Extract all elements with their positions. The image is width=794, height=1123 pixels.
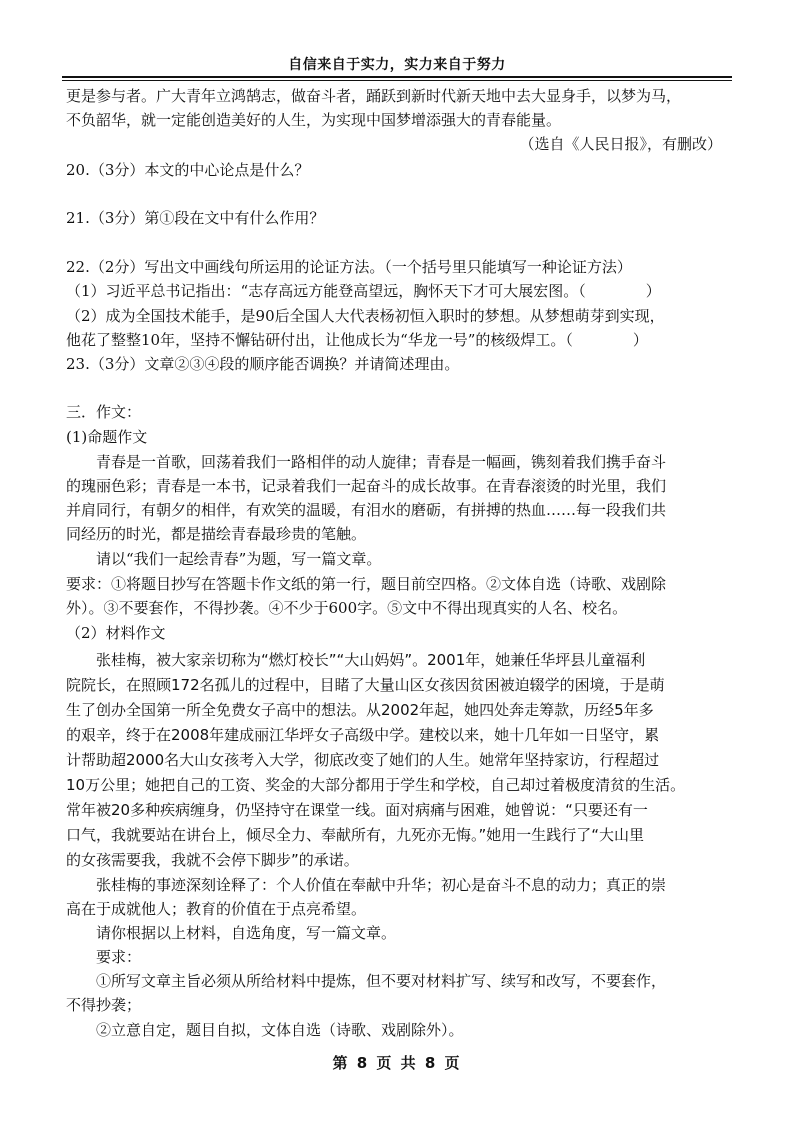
passage-line: 不负韶华，就一定能创造美好的人生，为实现中国梦增添强大的青春能量。 — [66, 111, 562, 129]
question-22-item-2-cont: 他花了整整10年，坚持不懈钻研付出，让他成长为“华龙一号”的核级焊工。（ ） — [66, 331, 648, 349]
part-2-prompt: 请你根据以上材料，自选角度，写一篇文章。 — [96, 924, 397, 942]
question-22-item-1: （1）习近平总书记指出：“志存高远方能登高望远，胸怀天下才可大展宏图。（ ） — [66, 282, 661, 300]
material-line: 10万公里；她把自己的工资、奖金的大部分都用于学生和学校，自己却过着极度清贫的生活。 — [66, 776, 686, 794]
part-1-requirement-line: 要求：①将题目抄写在答题卡作文纸的第一行，题目前空四格。②文体自选（诗歌、戏剧除 — [66, 575, 667, 593]
material-line: 的艰辛，终于在2008年建成丽江华坪女子高级中学。建校以来，她十几年如一日坚守，累 — [66, 726, 660, 744]
passage-line: 更是参与者。广大青年立鸿鹄志，做奋斗者，踊跃到新时代新天地中去大显身手，以梦为马， — [66, 87, 682, 105]
part-1-title: (1)命题作文 — [66, 428, 148, 446]
part-1-prompt: 请以“我们一起绘青春”为题，写一篇文章。 — [96, 550, 382, 568]
material-line: 张桂梅，被大家亲切称为“燃灯校长”“大山妈妈”。2001年，她兼任华坪县儿童福利 — [96, 651, 646, 669]
part-2-requirement-2: ②立意自定，题目自拟，文体自选（诗歌、戏剧除外）。 — [96, 1021, 464, 1039]
question-20: 20.（3分）本文的中心论点是什么？ — [66, 161, 310, 179]
part-2-requirement-1-cont: 不得抄袭； — [66, 996, 142, 1014]
material-summary-line: 张桂梅的事迹深刻诠释了：个人价值在奉献中升华；初心是奋斗不息的动力；真正的崇 — [96, 876, 667, 894]
header-rule-thick — [62, 76, 732, 78]
part-2-requirement-title: 要求： — [96, 948, 142, 966]
material-line: 常年被20多种疾病缠身，仍坚持守在课堂一线。面对病痛与困难，她曾说：“只要还有一 — [66, 801, 648, 819]
material-summary-line: 高在于成就他人；教育的价值在于点亮希望。 — [66, 900, 367, 918]
prompt-paragraph-line: 并肩同行，有朝夕的相伴，有欢笑的温暖，有泪水的磨砺，有拼搏的热血……每一段我们共 — [66, 501, 667, 519]
question-23: 23.（3分）文章②③④段的顺序能否调换？并请简述理由。 — [66, 355, 460, 373]
question-22-item-2: （2）成为全国技术能手，是90后全国人大代表杨初恒入职时的梦想。从梦想萌芽到实现， — [66, 307, 665, 325]
part-2-requirement-1: ①所写文章主旨必须从所给材料中提炼，但不要对材料扩写、续写和改写，不要套作， — [96, 972, 667, 990]
material-line: 计帮助超2000名大山女孩考入大学，彻底改变了她们的人生。她常年坚持家访，行程超过 — [66, 751, 660, 769]
prompt-paragraph-line: 青春是一首歌，回荡着我们一路相伴的动人旋律；青春是一幅画，镌刻着我们携手奋斗 — [96, 453, 667, 471]
part-1-requirement-line: 外）。③不要套作，不得抄袭。④不少于600字。⑤文中不得出现真实的人名、校名。 — [66, 599, 628, 617]
material-line: 口气，我就要站在讲台上，倾尽全力、奉献所有，九死亦无悔。”她用一生践行了“大山里 — [66, 826, 645, 844]
header-rule-thin — [62, 80, 732, 81]
material-line: 院院长，在照顾172名孤儿的过程中，目睹了大量山区女孩因贫困被迫辍学的困境，于是萌 — [66, 676, 665, 694]
page-number: 第 8 页 共 8 页 — [332, 1054, 462, 1072]
question-22: 22.（2分）写出文中画线句所运用的论证方法。（一个括号里只能填写一种论证方法） — [66, 258, 632, 276]
passage-source: （选自《人民日报》，有删改） — [519, 135, 722, 153]
prompt-paragraph-line: 的瑰丽色彩；青春是一本书，记录着我们一起奋斗的成长故事。在青春滚烫的时光里，我们 — [66, 477, 667, 495]
question-21: 21.（3分）第①段在文中有什么作用？ — [66, 209, 325, 227]
section-title: 三．作文： — [66, 403, 142, 421]
page-header: 自信来自于实力，实力来自于努力 — [288, 57, 506, 73]
part-2-title: （2）材料作文 — [66, 624, 166, 642]
material-line: 生了创办全国第一所全免费女子高中的想法。从2002年起，她四处奔走筹款，历经5年多 — [66, 701, 654, 719]
prompt-paragraph-line: 同经历的时光，都是描绘青春最珍贵的笔触。 — [66, 525, 367, 543]
material-line: 的女孩需要我，我就不会停下脚步”的承诺。 — [66, 851, 359, 869]
